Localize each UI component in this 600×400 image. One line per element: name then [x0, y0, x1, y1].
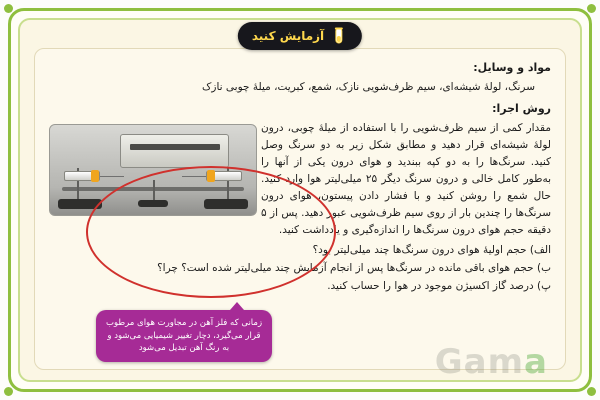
materials-list: سرنگ، لولهٔ شیشه‌ای، سیم ظرف‌شویی نازک، شمع، کبریت، میلهٔ چوبی نازک [202, 80, 535, 93]
section-header-badge [238, 22, 362, 50]
photo-stand-base-middle [138, 200, 168, 207]
photo-plunger-right [207, 170, 215, 182]
procedure-paragraph: مقدار کمی از سیم ظرف‌شویی را با استفاده از میلهٔ چوبی، درون لولهٔ شیشه‌ای قرار دهید و مطابق شکل زیر به دو سرنگ وصل کنید. سرنگ‌ها را به دو کپه ببندید و هوای درون یکی از آنها را به‌طور کامل خالی و درون سرنگ دیگر ۲۵ میلی‌لیتر هوا وارد کنید. حال شمع را روشن کنید و با فشار دادن پیستون، هوای درون سرنگ‌ها را چندین بار از روی سیم ظرف‌شویی عبور دهید. پس از ۵ دقیقه حجم هوای درون سرنگ‌ها را اندازه‌گیری و یادداشت کنید. [261, 121, 551, 236]
photo-stand-base-right [204, 199, 248, 209]
watermark-accent: a [524, 342, 548, 382]
note-bubble-text: زمانی که فلز آهن در مجاورت هوای مرطوب قرار می‌گیرد، دچار تغییر شیمیایی می‌شود و به رنگ آهن تبدیل می‌شود [105, 317, 263, 354]
materials-heading: مواد و وسایل: [473, 61, 551, 74]
question-item-b: ب) حجم هوای باقی مانده در سرنگ‌ها پس از انجام آزمایش چند میلی‌لیتر شده است؟ چرا؟ [157, 261, 551, 274]
question-list [49, 242, 551, 295]
watermark-text: Gam [434, 342, 525, 382]
experiment-figure [49, 124, 257, 216]
watermark [435, 342, 548, 382]
experiment-setup-photo [49, 124, 257, 216]
corner-dot-top-right [587, 4, 596, 13]
question-item-a: الف) حجم اولیهٔ هوای درون سرنگ‌ها چند میلی‌لیتر بود؟ [312, 243, 551, 256]
photo-plunger-left [91, 170, 99, 182]
question-item-c: پ) درصد گاز اکسیژن موجود در هوا را حساب کنید. [327, 279, 551, 292]
corner-dot-top-left [4, 4, 13, 13]
section-header-title: آزمایش کنید [251, 29, 325, 43]
corner-dot-bottom-left [4, 387, 13, 396]
procedure-heading: روش اجرا: [492, 101, 551, 115]
note-bubble [96, 310, 272, 362]
corner-dot-bottom-right [587, 387, 596, 396]
photo-device-slot [130, 144, 220, 149]
photo-stand-pole-middle [153, 180, 155, 203]
test-tube-icon [332, 27, 346, 45]
photo-glass-tube-device [120, 134, 229, 168]
body-text [49, 59, 551, 295]
photo-stand-base-left [58, 199, 102, 209]
